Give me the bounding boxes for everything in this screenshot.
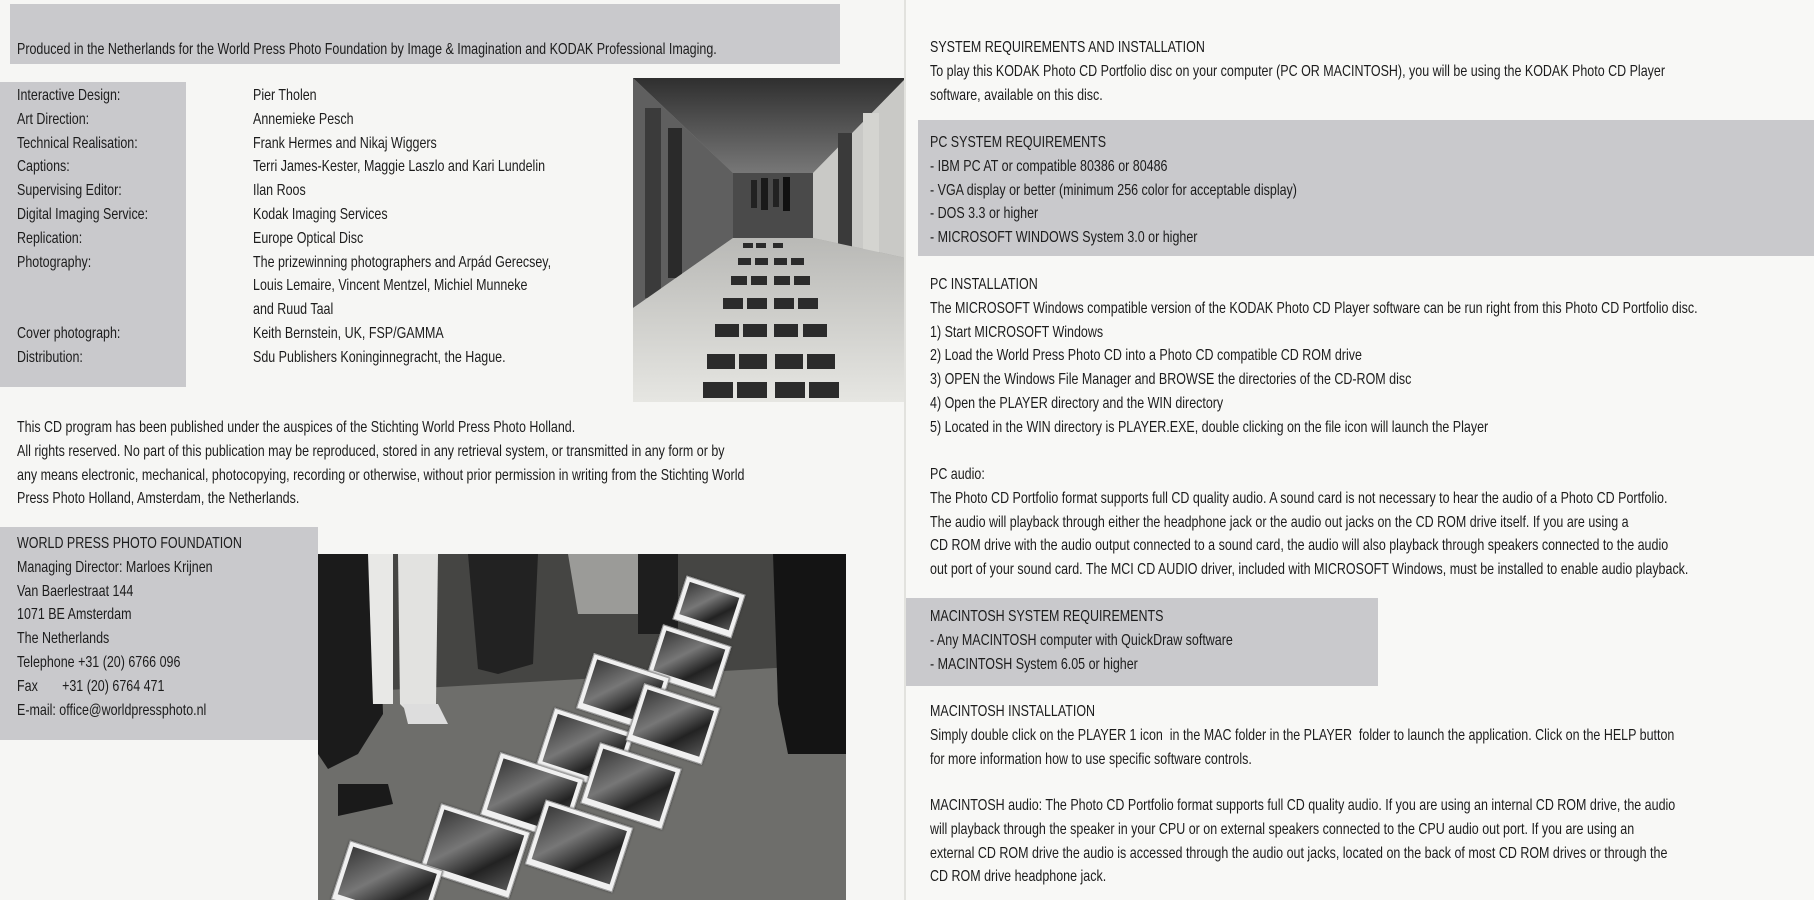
pc-inst-line: 3) OPEN the Windows File Manager and BROWSE the directories of the CD-ROM disc [930,371,1412,389]
foundation-title: WORLD PRESS PHOTO FOUNDATION [17,535,242,552]
pc-audio-line: The Photo CD Portfolio format supports full CD quality audio. A sound card is not necessary to hear the audio of a Photo CD Portfolio. [930,489,1668,507]
mac-req-heading: MACINTOSH SYSTEM REQUIREMENTS [930,608,1164,625]
credit-name: Kodak Imaging Services [253,206,388,223]
credit-name: Ilan Roos [253,182,306,200]
credit-role: Supervising Editor: [17,182,122,200]
hallway-photo-image [633,78,906,402]
foundation-line: Telephone +31 (20) 6766 096 [17,654,181,671]
mac-inst-heading: MACINTOSH INSTALLATION [930,703,1096,720]
credit-name: Sdu Publishers Koninginnegracht, the Hague. [253,348,506,366]
mac-req-line: - Any MACINTOSH computer with QuickDraw software [930,631,1233,649]
credit-role: Captions: [17,158,70,176]
pc-audio-line: The audio will playback through either the headphone jack or the audio out jacks on the CD ROM drive itself. If you are using a [930,513,1629,531]
foundation-line: Managing Director: Marloes Krijnen [17,558,213,576]
credit-name: Europe Optical Disc [253,229,364,247]
pc-inst-line: 5) Located in the WIN directory is PLAYER.EXE, double clicking on the file icon will launch the Player [930,418,1489,436]
credit-role: Technical Realisation: [17,134,138,152]
mac-audio-line: external CD ROM drive the audio is accessed through the audio out jacks, located on the back of most CD ROM drives or through the [930,844,1668,862]
sys-heading: SYSTEM REQUIREMENTS AND INSTALLATION [930,39,1205,56]
pc-inst-line: 4) Open the PLAYER directory and the WIN directory [930,395,1224,412]
foundation-line: The Netherlands [17,630,110,648]
sys-text-line: To play this KODAK Photo CD Portfolio disc on your computer (PC OR MACINTOSH), you will be using the KODAK Photo CD Player [930,62,1665,80]
pc-inst-line: 2) Load the World Press Photo CD into a Photo CD compatible CD ROM drive [930,347,1362,365]
credit-role: Distribution: [17,348,83,366]
credit-name: Keith Bernstein, UK, FSP/GAMMA [253,325,444,342]
rights-line: Press Photo Holland, Amsterdam, the Netherlands. [17,490,300,508]
pc-req-line: - VGA display or better (minimum 256 color for acceptable display) [930,181,1297,199]
pc-inst-line: The MICROSOFT Windows compatible version of the KODAK Photo CD Player software can be run right from this Photo CD Portfolio disc. [930,299,1698,317]
mac-inst-line: Simply double click on the PLAYER 1 icon in the MAC folder in the PLAYER folder to launch the application. Click on the HELP button [930,726,1675,744]
credit-name: Louis Lemaire, Vincent Mentzel, Michiel Munneke [253,277,528,295]
mac-audio-line: will playback through the speaker in your CPU or on external speakers connected to the CPU audio out port. If you are using an [930,820,1635,838]
pc-req-line: - IBM PC AT or compatible 80386 or 80486 [930,157,1168,175]
pc-inst-line: 1) Start MICROSOFT Windows [930,323,1104,341]
pc-audio-line: CD ROM drive with the audio output connected to a sound card, the audio will also playback through speakers connected to the audio [930,537,1669,555]
credit-role: Photography: [17,253,92,271]
mac-audio-line: MACINTOSH audio: The Photo CD Portfolio format supports full CD quality audio. If you are using an internal CD ROM drive, the audio [930,797,1676,814]
credit-role: Cover photograph: [17,325,121,342]
credit-name: and Ruud Taal [253,301,334,319]
hallway-photo [633,78,906,402]
foundation-line: 1071 BE Amsterdam [17,606,132,624]
rights-line: This CD program has been published under the auspices of the Stichting World Press Photo Holland. [17,419,576,436]
credit-name: Pier Tholen [253,87,317,104]
foundation-line: Van Baerlestraat 144 [17,582,134,600]
credit-name: Annemieke Pesch [253,110,354,128]
pc-audio-line: out port of your sound card. The MCI CD AUDIO driver, included with MICROSOFT Windows, must be installed to enable audio playback. [930,561,1689,579]
credit-name: The prizewinning photographers and Arpád Gerecsey, [253,253,552,271]
mac-req-line: - MACINTOSH System 6.05 or higher [930,655,1138,673]
pc-inst-heading: PC INSTALLATION [930,276,1038,293]
floor-photo [318,554,846,900]
credit-role: Replication: [17,229,83,247]
rights-line: All rights reserved. No part of this publication may be reproduced, stored in any retrieval system, or transmitted in any form or by [17,442,725,460]
pc-req-line: - DOS 3.3 or higher [930,205,1039,223]
foundation-email: E-mail: office@worldpressphoto.nl [17,701,207,719]
pc-req-line: - MICROSOFT WINDOWS System 3.0 or higher [930,229,1198,247]
credit-line: Produced in the Netherlands for the World Press Photo Foundation by Image & Imagination and KODAK Professional Imaging. [17,41,717,58]
credit-name: Terri James-Kester, Maggie Laszlo and Kari Lundelin [253,158,546,176]
credit-role: Digital Imaging Service: [17,206,149,223]
credit-name: Frank Hermes and Nikaj Wiggers [253,134,437,152]
credit-role: Art Direction: [17,110,90,128]
mac-audio-line: CD ROM drive headphone jack. [930,868,1107,886]
mac-inst-line: for more information how to use specific software controls. [930,750,1252,768]
right-page [906,0,1814,900]
credit-role: Interactive Design: [17,87,121,104]
pc-audio-heading: PC audio: [930,466,985,483]
rights-line: any means electronic, mechanical, photocopying, recording or otherwise, without prior permission in writing from the Stichting World [17,466,745,484]
pc-req-heading: PC SYSTEM REQUIREMENTS [930,134,1107,151]
sys-text-line: software, available on this disc. [930,86,1103,104]
foundation-line: Fax +31 (20) 6764 471 [17,677,165,695]
left-page [0,0,906,900]
